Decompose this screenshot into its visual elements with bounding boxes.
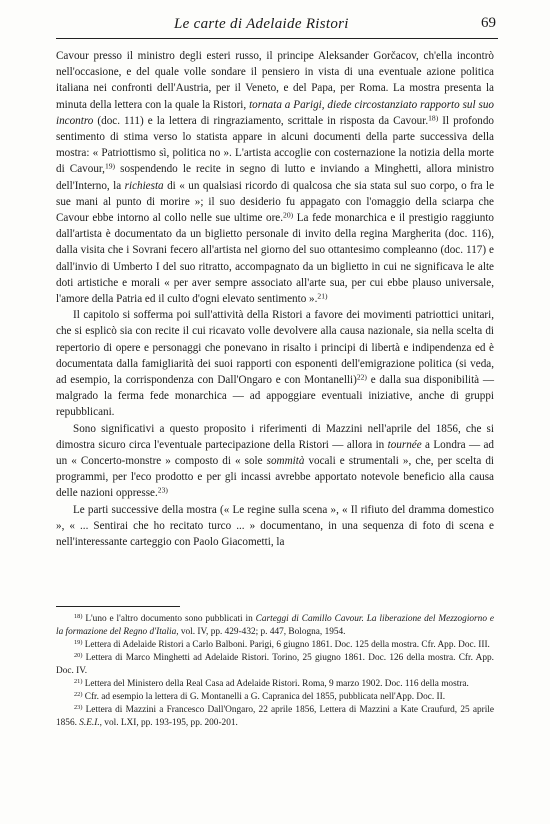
page-header bbox=[56, 14, 498, 39]
footnote-18: $^{18)}$ L'uno e l'altro documento sono pubblicati in Carteggi di Camillo Cavour. La liberazione del Mezzogiorno e la formazione del Regno d'Italia, vol. IV, pp. 429-432; p. 447, Bologna, 1954. bbox=[56, 613, 494, 638]
running-title: Le carte di Adelaide Ristori bbox=[174, 16, 349, 32]
body-paragraph: Il capitolo si sofferma poi sull'attività della Ristori a favore dei movimenti patriottici unitari, che si esplicò sia con recite il cui ricavato volle devolvere alla causa nazionale, sia nella scelta di repertorio di opere e personaggi che ponevano in risalto i principi di libertà e indipendenza ed è documentata dalla famigliarità dei suoi rapporti con esponenti dell'emigrazione politica (si veda, ad esempio, la corrispondenza con Dall'Ongaro e con Montanelli)$^{22)}$ e dalla sua disponibilità — malgrado la ferma fede monarchica — ad appoggiare eventuali iniziative, anche di gruppi repubblicani. bbox=[56, 309, 494, 419]
body-paragraph: Sono significativi a questo proposito i riferimenti di Mazzini nell'aprile del 1856, che si dimostra sicuro circa l'eventuale partecipazione della Ristori — allora in tournée a Londra — ad un « Concerto-monstre » composto di « sole sommità vocali e strumentali », che, per scelta di programmi, per l'eco prodotto e per gli incassi avrebbe apportato notevole beneficio alla causa delle nazioni oppresse.$^{23)}$ bbox=[56, 422, 494, 500]
footnote-ref[interactable]: 19) bbox=[104, 162, 116, 172]
footnote-20: $^{20)}$ Lettera di Marco Minghetti ad Adelaide Ristori. Torino, 25 giugno 1861. Doc. 126 della mostra. Cfr. App. Doc. IV. bbox=[56, 652, 494, 677]
footnote-ref[interactable]: 22) bbox=[356, 372, 367, 382]
footnote-ref[interactable]: 23) bbox=[157, 486, 168, 496]
footnote-ref[interactable]: 20) bbox=[283, 210, 294, 220]
footnote-19: $^{19)}$ Lettera di Adelaide Ristori a Carlo Balboni. Parigi, 6 giugno 1861. Doc. 125 della mostra. Cfr. App. Doc. III. bbox=[74, 639, 490, 651]
footnote-21: $^{21)}$ Lettera del Ministero della Real Casa ad Adelaide Ristori. Roma, 9 marzo 1902. Doc. 116 della mostra. bbox=[74, 678, 469, 690]
footnote-ref[interactable]: 21) bbox=[317, 291, 328, 301]
footnote-separator bbox=[56, 606, 180, 607]
body-text bbox=[56, 48, 494, 550]
footnote-22: $^{22)}$ Cfr. ad esempio la lettera di G. Montanelli a G. Capranica del 1855, pubblicata nell'App. Doc. II. bbox=[74, 691, 446, 703]
body-paragraph: Cavour presso il ministro degli esteri russo, il principe Aleksander Gorčacov, ch'ella incontrò nell'occasione, e del quale volle sondare il pensiero in vista di una eventuale azione politica italiana nei confronti dell'Austria, per il Veneto, e del Papa, per Roma. La mostra presenta la minuta della lettera con la quale la Ristori, tornata a Parigi, diede circostanziato rapporto sul suo incontro (doc. 111) e la lettera di ringraziamento, scrittale in risposta da Cavour.$^{18)}$ Il profondo sentimento di stima verso lo statista appare in alcuni documenti della parte successiva della mostra: « Patriottismo sì, politica no ». L'artista accoglie con costernazione la notizia della morte di Cavour,$^{19)}$ sospendendo le recite in segno di lutto e inviando a Minghetti, allora ministro dell'Interno, la richiesta di « un qualsiasi ricordo di qualcosa che sia stata sul suo corpo, o fra le sue mani al punto di morire »; il suo desiderio fu appagato con l'omaggio della sciarpa che Cavour ebbe intorno al collo nelle sue ultime ore.$^{20)}$ La fede monarchica e il prestigio raggiunto dall'artista è documentato da un biglietto personale di invito della regina Margherita (doc. 116), dalla visita che i Sovrani fecero all'artista nel giorno del suo ottantesimo compleanno (doc. 117) e dall'invio di Umberto I del suo ritratto, accompagnato da un biglietto in cui ne significava le alte doti artistiche e morali « per aver sempre associato all'arte sua, per cui ebbe plauso universale, l'amore della Patria ed il culto d'ogni elevato sentimento ».$^{21)}$ bbox=[56, 50, 495, 306]
footnote-ref[interactable]: 18) bbox=[428, 113, 439, 123]
page-number: 69 bbox=[481, 15, 496, 31]
body-paragraph: Le parti successive della mostra (« Le regine sulla scena », « Il rifiuto del dramma domestico », « ... Sentirai che ho recitato turco ... » documentano, in una sequenza di foto di scena e nell'interessante carteggio con Paolo Giacometti, la bbox=[56, 503, 494, 549]
footnote-23: $^{23)}$ Lettera di Mazzini a Francesco Dall'Ongaro, 22 aprile 1856, Lettera di Mazzini a Kate Craufurd, 25 aprile 1856. S.E.I., vol. LXI, pp. 193-195, pp. 200-201. bbox=[56, 704, 494, 729]
footnotes bbox=[56, 613, 494, 730]
